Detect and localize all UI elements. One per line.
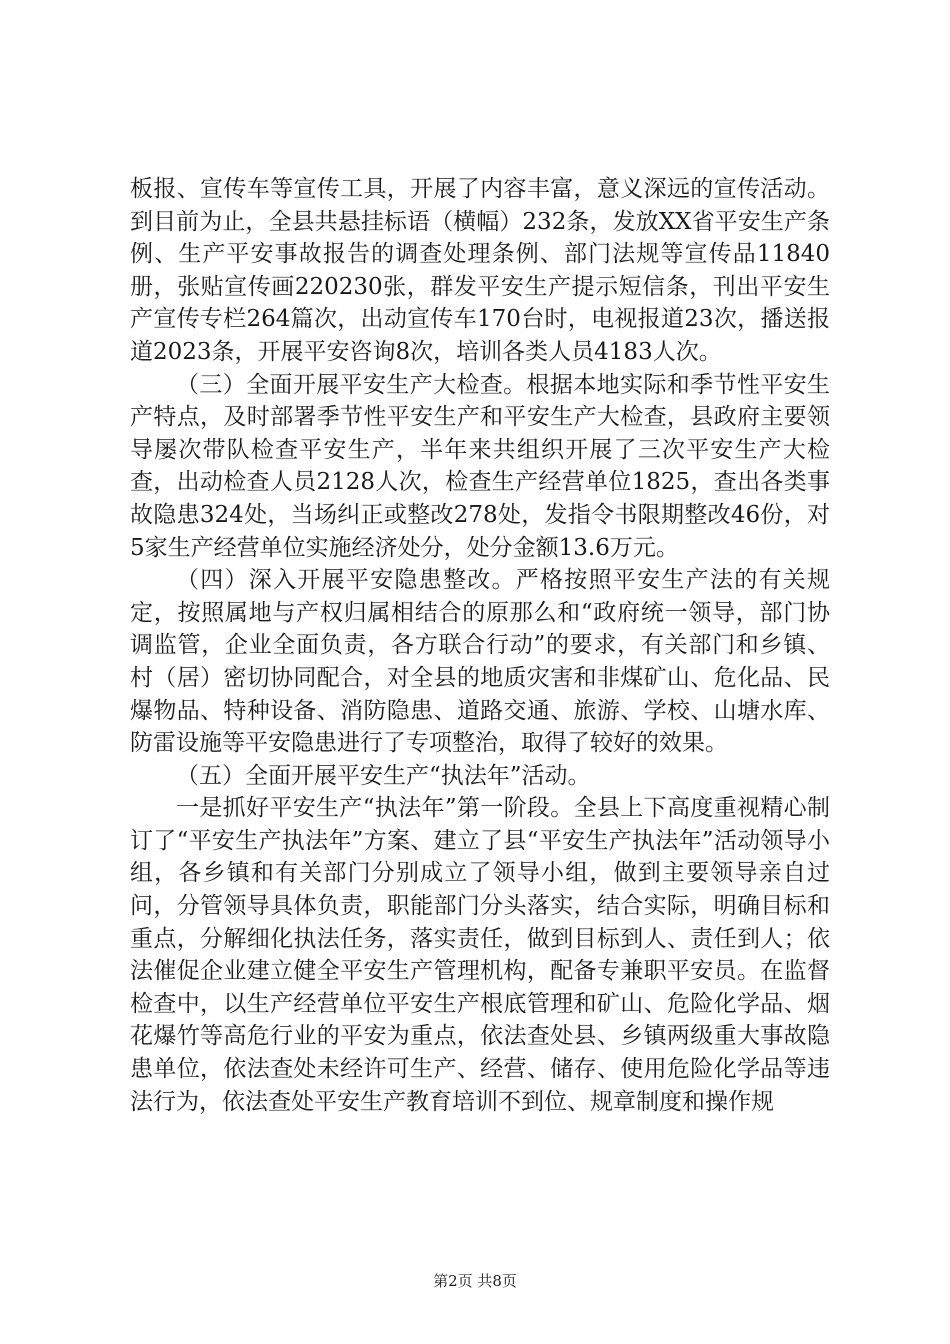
paragraph-section-5-heading: （五）全面开展平安生产“执法年”活动。 [176, 762, 591, 789]
paragraph-section-5-item-1: 一是抓好平安生产“执法年”第一阶段。全县上下高度重视精心制订了“平安生产执法年”方案、建立了县“平安生产执法年”活动领导小组，各乡镇和有关部门分别成立了领导小组，做到主要领导亲自过问，分管领导具体负责，职能部门分头落实，结合实际，明确目标和重点，分解细化执法任务，落实责任，做到目标到人、责任到人；依法催促企业建立健全平安生产管理机构，配备专兼职平安员。在监督检查中，以生产经营单位平安生产根底管理和矿山、危险化学品、烟花爆竹等高危行业的平安为重点，依法查处县、乡镇两级重大事故隐患单位，依法查处未经许可生产、经营、储存、使用危险化学品等违法行为，依法查处平安生产教育培训不到位、规章制度和操作规 [130, 795, 830, 1115]
paragraph-continuation: 板报、宣传车等宣传工具，开展了内容丰富，意义深远的宣传活动。到目前为止，全县共悬挂标语（横幅）232条，发放XX省平安生产条例、生产平安事故报告的调查处理条例、部门法规等宣传品11840册，张贴宣传画220230张，群发平安生产提示短信条，刊出平安生产宣传专栏264篇次，出动宣传车170台时，电视报道23次，播送报道2023条，开展平安咨询8次，培训各类人员4183人次。 [130, 176, 830, 365]
paragraph-section-4: （四）深入开展平安隐患整改。严格按照平安生产法的有关规定，按照属地与产权归属相结合的原那么和“政府统一领导，部门协调监管，企业全面负责，各方联合行动”的要求，有关部门和乡镇、村（居）密切协同配合，对全县的地质灾害和非煤矿山、危化品、民爆物品、特种设备、消防隐患、道路交通、旅游、学校、山塘水库、防雷设施等平安隐患进行了专项整治，取得了较好的效果。 [130, 567, 830, 757]
paragraph-section-3: （三）全面开展平安生产大检查。根据本地实际和季节性平安生产特点，及时部署季节性平安生产和平安生产大检查，县政府主要领导屡次带队检查平安生产，半年来共组织开展了三次平安生产大检查，出动检查人员2128人次，检查生产经营单位1825，查出各类事故隐患324处，当场纠正或整改278处，发指令书限期整改46份，对5家生产经营单位实施经济处分，处分金额13.6万元。 [130, 371, 830, 561]
page-number-footer: 第2页 共8页 [433, 1272, 517, 1290]
body-text [130, 173, 830, 1118]
